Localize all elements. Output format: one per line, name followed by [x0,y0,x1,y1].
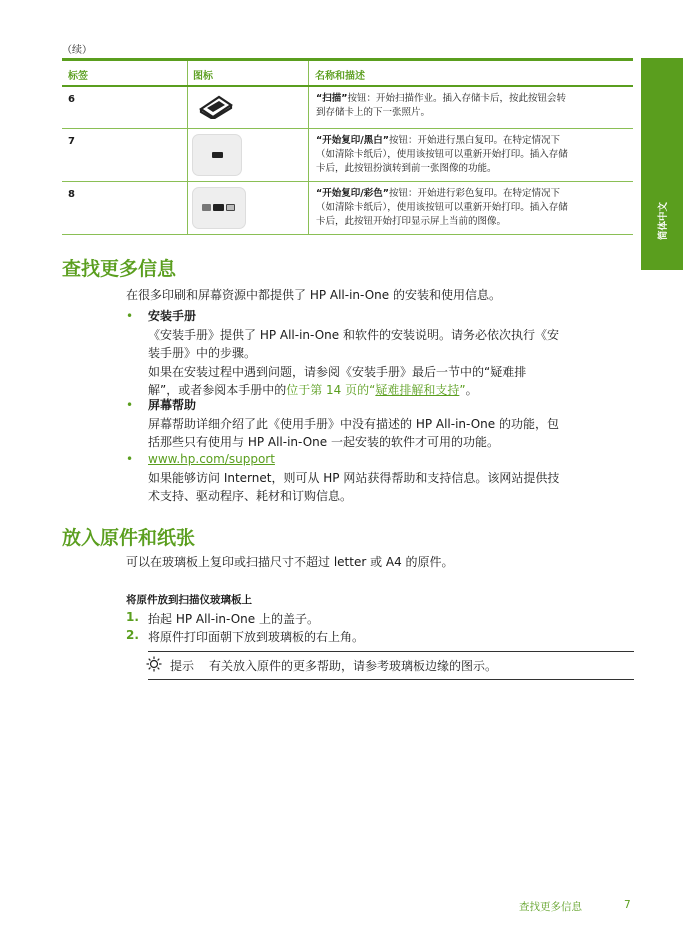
section-title-load-originals: 放入原件和纸张 [62,527,196,549]
desc-line: （如清除卡纸后），使用该按钮可以重新开始打印。插入存储 [316,202,568,213]
row-name: “扫描” [316,93,348,104]
row-label: 6 [68,94,75,105]
bullet-line: 如果能够访问 Internet，则可从 HP 网站获得帮助和支持信息。该网站提供技 [148,470,560,485]
tip-label: 提示 [170,659,195,673]
footer-section-name: 查找更多信息 [519,901,582,913]
bullet-icon: • [126,398,134,412]
button-table [62,58,633,235]
desc-line: 卡后，此按钮开始打印显示屏上当前的图像。 [316,216,507,227]
table-row [62,182,633,235]
bullet-line: 装手册》中的步骤。 [148,346,257,360]
bullet-line: 屏幕帮助详细介绍了此《使用手册》中没有描述的 HP All-in-One 的功能，包 [148,416,559,431]
row-label: 8 [68,189,75,200]
troubleshooting-link[interactable]: 疑难排解和支持 [375,383,460,397]
bullet-line: 如果在安装过程中遇到问题，请参阅《安装手册》最后一节中的“疑难排 [148,364,527,379]
start-copy-black-icon [192,134,242,176]
step-text: 将原件打印面朝下放到玻璃板的右上角。 [148,630,365,644]
hp-support-link[interactable]: www.hp.com/support [148,452,275,466]
page-number: 7 [624,899,631,911]
table-row [62,87,633,129]
step-number: 2. [126,628,139,642]
tip-box [148,651,634,680]
row-desc [316,134,624,176]
row-desc [316,92,624,120]
section-intro: 可以在玻璃板上复印或扫描尺寸不超过 letter 或 A4 的原件。 [126,555,454,569]
desc-line: 到存储卡上的下一张照片。 [316,107,431,118]
row-desc [316,187,624,229]
bullet-line: 解”，或者参阅本手册中的 [148,383,287,397]
step-number: 1. [126,610,139,624]
bullet-title: 屏幕帮助 [148,398,197,412]
header-label: 标签 [68,71,88,82]
tip-text: 有关放入原件的更多帮助，请参考玻璃板边缘的图示。 [209,659,498,673]
bullet-title: 安装手册 [148,309,197,323]
lightbulb-icon [146,656,162,676]
desc-line: 按钮：开始扫描作业。插入存储卡后，按此按钮会转 [347,93,567,104]
desc-line: 卡后，此按钮扮演转到前一张图像的功能。 [316,163,497,174]
table-row [62,129,633,182]
page-reference-link[interactable] [286,383,465,397]
language-side-tab [641,58,683,270]
header-icon: 图标 [193,71,213,82]
row-name: “开始复印/彩色” [316,188,389,199]
start-copy-color-icon [192,187,246,229]
bullet-icon: • [126,452,134,466]
header-name-desc: 名称和描述 [315,71,365,82]
list-item [148,396,634,452]
procedure-heading: 将原件放到扫描仪玻璃板上 [126,594,252,606]
bullet-line: 《安装手册》提供了 HP All-in-One 和软件的安装说明。请务必依次执行《安 [148,327,559,342]
bullet-line: 术支持、驱动程序、耗材和订购信息。 [148,489,353,503]
bullet-line-end: 。 [465,383,478,397]
list-item [148,450,634,506]
desc-line: 按钮：开始进行黑白复印。在特定情况下 [388,135,560,146]
step-text: 抬起 HP All-in-One 上的盖子。 [148,612,319,626]
section-intro: 在很多印刷和屏幕资源中都提供了 HP All-in-One 的安装和使用信息。 [126,288,501,302]
bullet-line: 括那些只有使用与 HP All-in-One 一起安装的软件才可用的功能。 [148,435,499,449]
link-prefix: 位于第 14 页的“ [286,383,376,397]
table-header [62,58,633,87]
continued-label: （续） [62,45,92,56]
row-name: “开始复印/黑白” [316,135,389,146]
desc-line: 按钮：开始进行彩色复印。在特定情况下 [388,188,560,199]
bullet-icon: • [126,309,134,323]
list-item [148,307,634,400]
desc-line: （如清除卡纸后），使用该按钮可以重新开始打印。插入存储 [316,149,568,160]
section-title-more-info: 查找更多信息 [62,258,177,280]
scan-icon [197,93,235,123]
link-suffix: ” [459,383,466,397]
side-tab-label: 简体中文 [658,201,669,240]
row-label: 7 [68,136,75,147]
